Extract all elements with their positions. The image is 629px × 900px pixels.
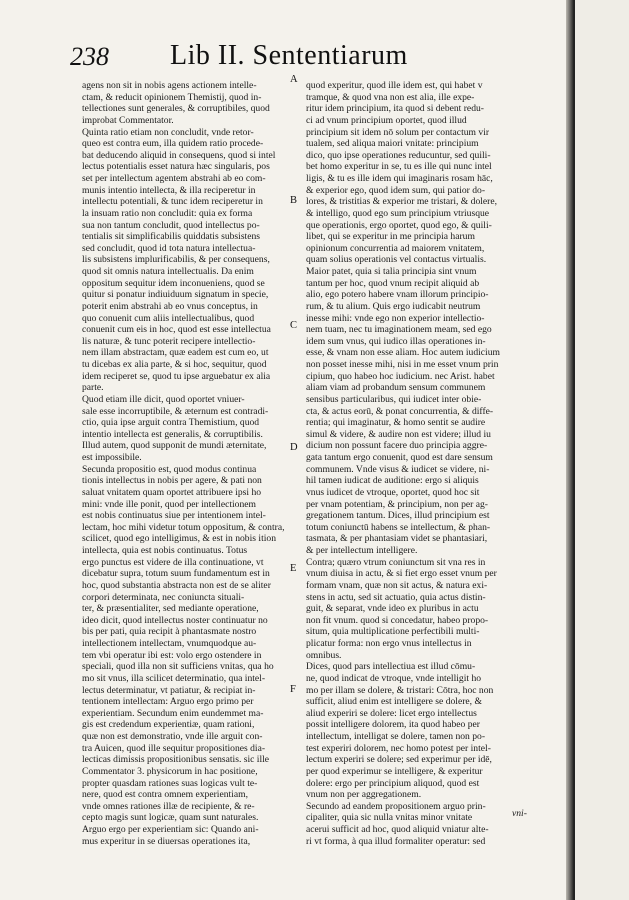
text-line: totum coniunctū habens se intellectum, & phan- — [306, 521, 491, 533]
text-line: inesse mihi: vnde ego non experior intellectio- — [306, 312, 485, 324]
page-number: 238 — [70, 42, 109, 71]
margin-letter-f: F — [290, 684, 296, 695]
text-line: per vnam potentiam, & principium, non per ag- — [306, 498, 488, 510]
text-line: propter quasdam rationes suas logicas vult te- — [82, 777, 258, 789]
text-line: poterit enim abstrahi ab eo vnus conceptus, in — [82, 300, 258, 312]
text-line: tellectiones sunt generales, & corruptibiles, quod — [82, 103, 270, 115]
text-line: simul & videre, & audire non est videre; illud iu — [306, 428, 491, 440]
text-line: nem tuam, nec tu imaginationem meam, sed ego — [306, 324, 492, 336]
text-line: tra Auicen, quod ille sequitur propositiones dia- — [82, 742, 266, 754]
text-line: lectam, hoc mihi videtur totum oppositum, & contra, — [82, 521, 285, 533]
text-line: tentionem intellectam: Arguo ergo primo per — [82, 696, 254, 708]
text-line: scilicet, quod ego intelligimus, & est in nobis ition — [82, 533, 276, 545]
margin-letter-b: B — [290, 195, 298, 206]
text-line: que operationis, ergo oportet, quod ego, & quili- — [306, 219, 492, 231]
text-line: lores, & tristitias & experior me tristari, & dolere, — [306, 196, 498, 208]
text-line: dico, quo ipse operationes reducuntur, sed quili- — [306, 149, 491, 161]
text-line: nem illam abstractam, quæ eadem est cum eo, ut — [82, 347, 269, 359]
left-text-column — [82, 80, 288, 847]
text-line: corpori determinata, nec coniuncta situali- — [82, 591, 245, 603]
text-line: alio, ego potero habere vnam illorum principio- — [306, 289, 489, 301]
text-line: Illud autem, quod supponit de mundi æternitate, — [82, 440, 267, 452]
text-line: mus experitur in se diuersas operationes ita, — [82, 835, 251, 847]
text-line: gata tantum ergo conuenit, quod est dare sensum — [306, 452, 493, 463]
text-line: bat deducendo aliquid in consequens, quod si intel — [82, 149, 276, 161]
facing-page-edge — [574, 0, 629, 900]
text-line: quod experitur, quod ille idem est, qui habet v — [306, 80, 483, 91]
text-line: dicium non possunt facere duo principia aggre- — [306, 440, 488, 452]
text-line: ideo dicit, quod intellectus noster continuatur no — [82, 614, 268, 626]
text-line: & per intellectum intelligere. — [306, 545, 418, 556]
text-line: non posset inesse mihi, nisi in me esset vnum prin — [306, 359, 499, 370]
text-line: ergo punctus est videre de illa continuatione, vt — [82, 556, 264, 568]
text-line: ligis, & tu es ille idem qui imaginaris rosam hāc, — [306, 173, 493, 184]
text-line: quod sit omnis natura intellectualis. Da enim — [82, 266, 254, 277]
text-line: mo per illam se dolere, & tristari: Cōtra, hoc non — [306, 684, 494, 696]
text-line: possit intelligere dolorem, ita quod habeo per — [306, 719, 480, 731]
text-line: tualem, sed aliqua maiori vnitate: principium — [306, 138, 479, 150]
text-line: stens in actu, sed sit actuatio, quia actus distin- — [306, 591, 486, 603]
text-line: lis subsistens implurificabilis, & per consequens, — [82, 254, 270, 266]
text-line: mini: vnde ille ponit, quod per intellectionem — [82, 498, 256, 510]
text-line: lis naturæ, & tunc poterit recipere intellectio- — [82, 335, 256, 347]
text-line: & experior ego, quod idem sum, qui patior do- — [306, 184, 486, 196]
margin-letters — [290, 70, 306, 710]
text-line: Arguo ergo per experientiam sic: Quando ani- — [82, 824, 259, 835]
text-line: ctio, quia ipse arguit contra Themistium, quod — [82, 417, 260, 429]
text-line: bet homo experitur in se, tu es ille qui nunc intel — [306, 161, 492, 173]
text-line: agens non sit in nobis agens actionem intelle- — [82, 80, 257, 91]
text-line: rum, & tu alium. Quis ergo iudicabit neutrum — [306, 300, 481, 312]
text-line: cipium, quo habeo hoc iudicium. nec Arist. habet — [306, 370, 495, 382]
text-line: intellectionem intellectam, vnumquodque au- — [82, 638, 257, 649]
text-line: acerui sufficit ad hoc, quod aliquid vniatur alte- — [306, 824, 489, 835]
text-line: cepto magis sunt logicæ, quam sunt naturales. — [82, 812, 259, 824]
text-line: experientiam. Secundum enim eundemmet ma- — [82, 707, 264, 719]
text-line: omnibus. — [306, 649, 342, 661]
text-line: Maior patet, quia si talia principia sint vnum — [306, 266, 477, 277]
text-line: per quod experimur se intelligere, & experitur — [306, 765, 483, 777]
text-line: gis est credendum experientiæ, quam rationi, — [82, 719, 255, 731]
text-line: lecticas dimissis propositionibus sensatis. sic ille — [82, 754, 270, 766]
text-line: est nobis continuatus siue per intentionem intel- — [82, 510, 266, 522]
text-line: Dices, quod pars intellectiua est illud cōmu- — [306, 661, 476, 673]
text-line: set per intellectum agentem abstrahi ab eo com- — [82, 173, 266, 184]
text-line: communem. Vnde visus & iudicet se videre, ni- — [306, 463, 490, 475]
page-title: Lib II. Sententiarum — [170, 40, 408, 71]
text-line: non fit vnum. quod si concedatur, habeo propo- — [306, 614, 489, 626]
text-line: vnus iudicet de vtroque, oportet, quod hoc sit — [306, 486, 480, 498]
text-line: sufficit, aliud enim est intelligere se dolere, & — [306, 696, 482, 708]
text-line: intellecta, quia est nobis continuatus. Totus — [82, 545, 248, 556]
text-line: & intelligo, quod ego sum principium vtriusque — [306, 207, 490, 219]
text-line: improbat Commentator. — [82, 114, 174, 126]
text-line: cta, & actus eorū, & ponat concurrentia, & diffe- — [306, 405, 494, 417]
text-line: parte. — [82, 382, 104, 394]
text-line: lectus potentialis esset natura hæc singularis, pos — [82, 161, 270, 173]
margin-letter-c: C — [290, 320, 298, 331]
margin-letter-e: E — [290, 563, 297, 574]
text-line: conuenit cum eis in hoc, quod est esse intellectua — [82, 324, 271, 336]
text-line: ctam, & reducit opinionem Themistij, quod in- — [82, 91, 262, 103]
text-line: saluat vnitatem quam oportet attribuere ipsi ho — [82, 486, 262, 498]
text-line: sed concludit, quod id tota natura intellectua- — [82, 242, 256, 254]
margin-letter-d: D — [290, 442, 298, 453]
text-line: Quinta ratio etiam non concludit, vnde retor- — [82, 126, 254, 138]
text-line: tem vbi operatur ibi est: volo ergo ostendere in — [82, 649, 262, 661]
text-line: guit, & separat, vnde ideo ex pluribus in actu — [306, 603, 479, 615]
text-line: sale esse incorruptibile, & æternum est contradi- — [82, 405, 269, 417]
text-line: lectum experiri se dolere; sed experimur per idē, — [306, 754, 492, 766]
text-line: hil tamen iudicat de auditione: ergo si aliquis — [306, 475, 479, 487]
text-line: cipaliter, quia sic nulla vnitas minor vnitate — [306, 812, 473, 824]
text-line: Commentator 3. physicorum in hac positione, — [82, 765, 258, 777]
text-line: Contra; quæro vtrum coniunctum sit vna res in — [306, 556, 486, 568]
text-line: quo conuenit cum aliis intellectualibus, quod — [82, 312, 255, 324]
text-line: lectus determinatur, vt patiatur, & recipiat in- — [82, 684, 256, 696]
text-line: bis per pati, quia recipit à phantasmate nostro — [82, 626, 257, 638]
text-line: Secundo ad eandem propositionem arguo prin- — [306, 800, 486, 812]
text-line: dolere: ergo per principium aliquod, quod est — [306, 777, 480, 789]
text-line: tasmata, & per phantasiam videt se phantasiari, — [306, 533, 488, 545]
text-line: situm, quia multiplicatione perfectibili multi- — [306, 626, 480, 638]
text-line: est impossibile. — [82, 452, 142, 463]
text-line: intellectum, intelligat se dolere, tamen non po- — [306, 731, 486, 742]
text-line: speciali, quod illa non sit sufficiens vnitas, qua ho — [82, 661, 274, 673]
text-line: ritur idem principium, ita quod si debent redu- — [306, 103, 484, 115]
text-line: vnum diuisa in actu, & si fiet ergo esset vnum per — [306, 568, 497, 580]
catchword: vni- — [512, 808, 527, 819]
text-line: principium sit idem nō solum per contactum vir — [306, 126, 490, 138]
text-line: munis intentio intellecta, & illa reciperetur in — [82, 184, 256, 196]
text-line: quæ non est demonstratio, vnde ille arguit con- — [82, 731, 263, 742]
margin-letter-a: A — [290, 74, 298, 85]
text-line: ne, quod indicat de vtroque, vnde intelligit ho — [306, 672, 482, 684]
text-line: tramque, & quod vna non est alia, ille expe- — [306, 91, 475, 103]
text-line: tionis intellectus in nobis per agere, & pati non — [82, 475, 262, 487]
text-line: formam vnam, quæ non sit actus, & natura exi- — [306, 579, 488, 591]
text-line: ter, & præsentialiter, sed mediante operatione, — [82, 603, 259, 615]
text-line: aliud experiri se dolere: licet ergo intellectus — [306, 707, 477, 719]
text-line: mo sit vnus, illa scilicet determinatio, qua intel- — [82, 672, 266, 684]
text-line: plicatur forma: non ergo vnus intellectus in — [306, 638, 472, 649]
text-line: opinionum concurrentia ad maiorem vnitatem, — [306, 242, 485, 254]
text-line: intentio intellecta est generalis, & corruptibilis. — [82, 428, 263, 440]
right-text-column — [306, 80, 528, 847]
text-line: dicebatur supra, totum suum fundamentum est in — [82, 568, 270, 580]
text-line: aliam viam ad probandum sensum communem — [306, 382, 486, 394]
text-line: ri vt forma, à qua illud formaliter operatur: sed — [306, 835, 486, 847]
text-line: Quod etiam ille dicit, quod oportet vniuer- — [82, 393, 245, 405]
text-line: intellectu potentiali, & tunc idem reciperetur in — [82, 196, 263, 208]
text-line: esse, & vnam non esse aliam. Hoc autem iudicium — [306, 347, 500, 359]
text-line: queo est contra eum, illa quidem ratio procede- — [82, 138, 264, 150]
text-line: hoc, quod substantia abstracta non est de se aliter — [82, 579, 271, 591]
text-line: rentia; qui imaginatur, & homo sentit se audire — [306, 417, 486, 429]
text-line: tentialis sit simplificabilis quiddatis subsistens — [82, 231, 261, 243]
text-line: vnum non per aggregationem. — [306, 789, 422, 801]
text-line: libet, qui se experitur in me principia harum — [306, 231, 475, 243]
text-line: quitur si ponatur indiuiduum signatum in specie, — [82, 289, 269, 301]
text-line: nere, quod est contra omnem experientiam, — [82, 789, 248, 801]
text-line: sensibus particularibus, qui iudicet inter obie- — [306, 393, 482, 405]
text-line: tantum per hoc, quod vnum recipit aliquid ab — [306, 277, 480, 289]
text-line: idem reciperet se, quod tu ipse arguebatur ex alia — [82, 370, 271, 382]
book-gutter — [566, 0, 574, 900]
text-line: quam solius operationis vel contactus virtualis. — [306, 254, 487, 266]
text-line: oppositum sequitur idem inconueniens, quod se — [82, 277, 265, 289]
text-line: idem sum vnus, qui iudico illas operationes in- — [306, 335, 486, 347]
text-line: la insuam ratio non concludit: quia ex forma — [82, 207, 253, 219]
text-line: gregationem tantum. Dices, illud principium est — [306, 510, 490, 522]
text-line: Secunda propositio est, quod modus continua — [82, 463, 257, 475]
text-line: vnde omnes rationes illæ de recipiente, & re- — [82, 800, 255, 812]
text-line: sua non tantum concludit, quod intellectus po- — [82, 219, 260, 231]
text-line: tu dicebas ex alia parte, & si hoc, sequitur, quod — [82, 359, 267, 370]
text-line: ci ad vnum principium oportet, quod illud — [306, 114, 467, 126]
text-line: test experiri dolorem, nec homo potest per intel- — [306, 742, 491, 754]
